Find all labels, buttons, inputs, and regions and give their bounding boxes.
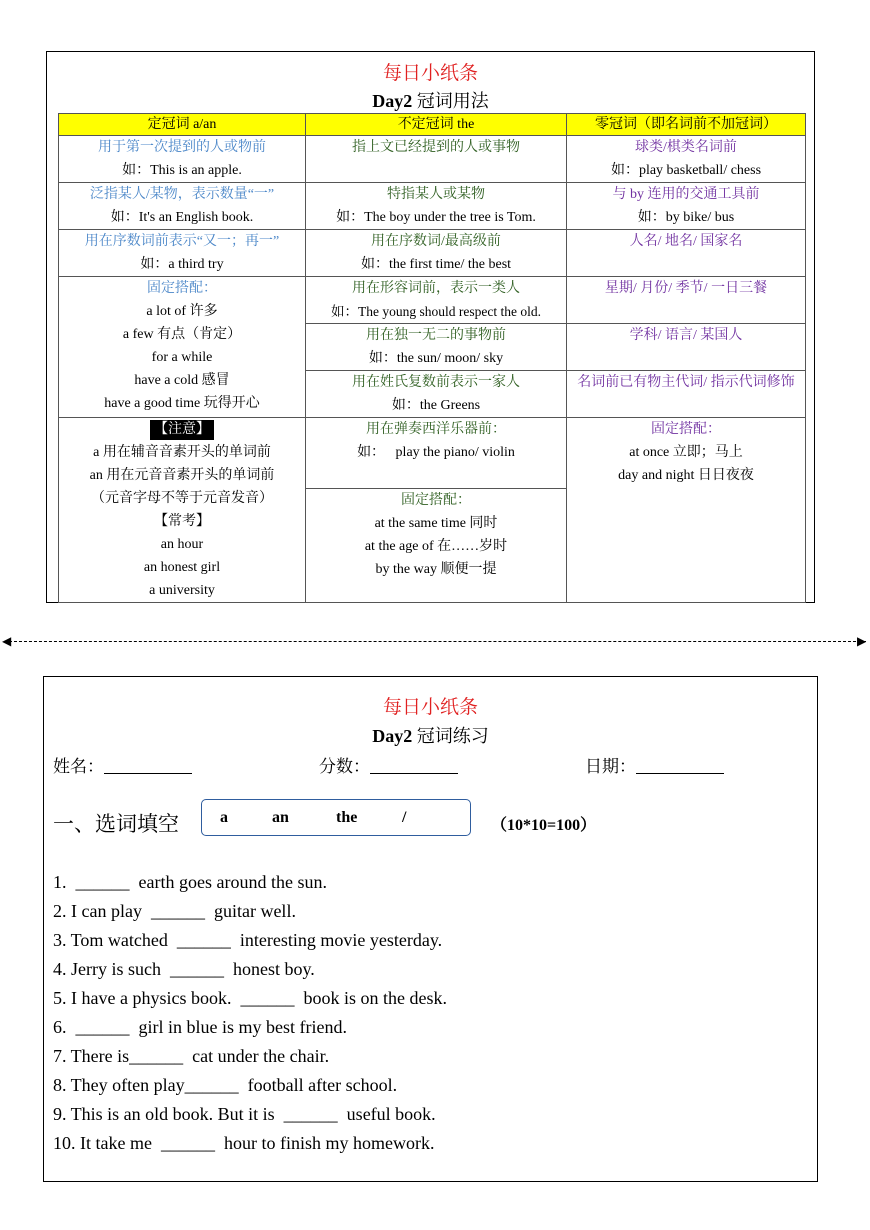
rule-text: 用在序数词/最高级前 (371, 234, 501, 249)
day-label: Day2 (372, 91, 413, 111)
rule-text: 用于第一次提到的人或物前 (98, 140, 266, 155)
example-text: at the same time 同时 (374, 516, 498, 532)
table-cell (59, 230, 306, 277)
score-field (319, 752, 458, 777)
option-an: an (272, 809, 289, 826)
example-text: 如： play the piano/ violin (357, 445, 515, 460)
question-item: 7. There is______ cat under the chair. (53, 1046, 330, 1066)
arrow-left-icon: ◀ (2, 634, 12, 648)
table-row (59, 136, 806, 183)
name-label: 姓名： (53, 757, 104, 776)
example-text: an honest girl (143, 560, 221, 575)
card-title: 每日小纸条 (382, 697, 478, 718)
table-cell (567, 230, 806, 277)
date-label: 日期： (585, 757, 636, 776)
example-text: 如：This is an apple. (122, 163, 242, 178)
note-text: （元音字母不等于元音发音） (91, 491, 273, 506)
example-text: 如：the first time/ the best (360, 257, 512, 272)
rule-text: 特指某人或某物 (387, 187, 485, 202)
rule-text: 泛指某人/某物，表示数量“一” (89, 187, 275, 202)
table-cell (306, 230, 567, 277)
name-blank[interactable] (104, 757, 192, 774)
question-item: 5. I have a physics book. ______ book is on the desk. (53, 988, 447, 1008)
table-cell (567, 371, 806, 418)
example-text: an hour (160, 537, 204, 552)
example-text: a few 有点（肯定） (122, 327, 242, 342)
score-note: （10*10=100） (491, 817, 597, 834)
table-cell (567, 183, 806, 230)
date-blank[interactable] (636, 757, 724, 774)
example-text: 如：a third try (140, 257, 224, 272)
rule-text: 用在弹奏西洋乐器前： (366, 422, 506, 437)
note-tag: 【注意】 (150, 420, 214, 440)
table-row (59, 418, 806, 489)
score-blank[interactable] (370, 757, 458, 774)
example-text: 如：It's an English book. (110, 210, 254, 225)
example-text: 如：the Greens (391, 398, 481, 413)
name-field (53, 752, 192, 777)
example-text: a lot of 许多 (146, 304, 218, 319)
table-row (59, 183, 806, 230)
table-cell (306, 183, 567, 230)
table-cell (567, 324, 806, 371)
question-item: 3. Tom watched ______ interesting movie yesterday. (53, 930, 443, 950)
note-text: a 用在辅音音素开头的单词前 (93, 445, 271, 460)
example-text: day and night 日日夜夜 (618, 468, 754, 483)
question-item: 4. Jerry is such ______ honest boy. (53, 959, 315, 979)
question-item: 1. ______ earth goes around the sun. (53, 872, 327, 892)
section-title: 一、选词填空 (53, 812, 179, 836)
table-cell (59, 277, 306, 418)
rule-text: 用在独一无二的事物前 (366, 328, 506, 343)
header-indefinite: 不定冠词 the (306, 114, 567, 136)
card-title: 每日小纸条 (382, 63, 478, 84)
article-exercise-card (43, 676, 818, 1182)
rule-text: 指上文已经提到的人或事物 (352, 140, 520, 155)
subtitle-text: 冠词用法 (412, 91, 489, 111)
table-cell (306, 489, 567, 603)
example-text: at the age of 在……岁时 (364, 539, 508, 555)
table-cell (306, 324, 567, 371)
rule-text: 与 by 连用的交通工具前 (612, 187, 760, 202)
question-item: 9. This is an old book. But it is ______ useful book. (53, 1104, 436, 1124)
rule-text: 用在姓氏复数前表示一家人 (352, 375, 520, 390)
example-text: a university (149, 583, 215, 598)
question-item: 10. It take me ______ hour to finish my homework. (53, 1133, 435, 1153)
example-text: for a while (151, 350, 213, 365)
rule-text: 星期/ 月份/ 季节/ 一日三餐 (604, 281, 768, 296)
table-row (59, 230, 806, 277)
example-text: 如：The young should respect the old. (331, 304, 541, 319)
example-text: 如：the sun/ moon/ sky (368, 351, 504, 366)
example-text: 如：The boy under the tree is Tom. (336, 210, 536, 225)
arrow-right-icon: ▶ (857, 634, 867, 648)
question-item: 6. ______ girl in blue is my best friend. (53, 1017, 347, 1037)
table-header-row (59, 114, 806, 136)
table-cell (59, 418, 306, 603)
table-cell (567, 136, 806, 183)
card-subtitle (47, 87, 814, 113)
article-usage-card (46, 51, 815, 603)
question-item: 8. They often play______ football after school. (53, 1075, 398, 1095)
rule-text: 用在序数词前表示“又一；再一” (84, 234, 280, 249)
table-cell (59, 183, 306, 230)
table-cell (59, 136, 306, 183)
rule-text: 固定搭配： (651, 422, 721, 437)
note-text: an 用在元音音素开头的单词前 (89, 468, 275, 483)
score-label: 分数： (319, 757, 370, 776)
example-text: 如：play basketball/ chess (610, 163, 762, 178)
rule-text: 名词前已有物主代词/ 指示代词修饰 (577, 375, 795, 390)
table-cell (306, 277, 567, 324)
rule-text: 用在形容词前，表示一类人 (352, 281, 520, 296)
question-list (53, 868, 447, 1158)
example-text: have a cold 感冒 (134, 373, 230, 388)
table-row (59, 277, 806, 324)
card-subtitle (44, 722, 817, 748)
rule-text: 固定搭配： (147, 281, 217, 296)
word-bank-box (201, 799, 471, 836)
article-usage-table (58, 113, 806, 603)
cut-line-divider (4, 641, 866, 642)
option-the: the (336, 809, 358, 826)
rule-text: 固定搭配： (401, 493, 471, 509)
example-text: by the way 顺便一提 (375, 562, 497, 578)
example-text: 如：by bike/ bus (637, 210, 735, 225)
option-none: / (402, 809, 407, 826)
table-cell (567, 277, 806, 324)
option-a: a (220, 809, 228, 826)
table-cell (306, 136, 567, 183)
example-text: at once 立即；马上 (629, 445, 743, 460)
table-cell (306, 371, 567, 418)
rule-text: 学科/ 语言/ 某国人 (629, 328, 743, 343)
date-field (585, 752, 724, 777)
question-item: 2. I can play ______ guitar well. (53, 901, 296, 921)
day-label: Day2 (372, 726, 413, 746)
table-cell (567, 418, 806, 603)
header-zero: 零冠词（即名词前不加冠词） (567, 114, 806, 136)
rule-text: 球类/棋类名词前 (635, 140, 737, 155)
subtitle-text: 冠词练习 (412, 726, 489, 746)
note-text: 【常考】 (154, 514, 210, 529)
table-cell (306, 418, 567, 489)
rule-text: 人名/ 地名/ 国家名 (629, 234, 743, 249)
header-definite: 定冠词 a/an (59, 114, 306, 136)
example-text: have a good time 玩得开心 (104, 396, 260, 411)
